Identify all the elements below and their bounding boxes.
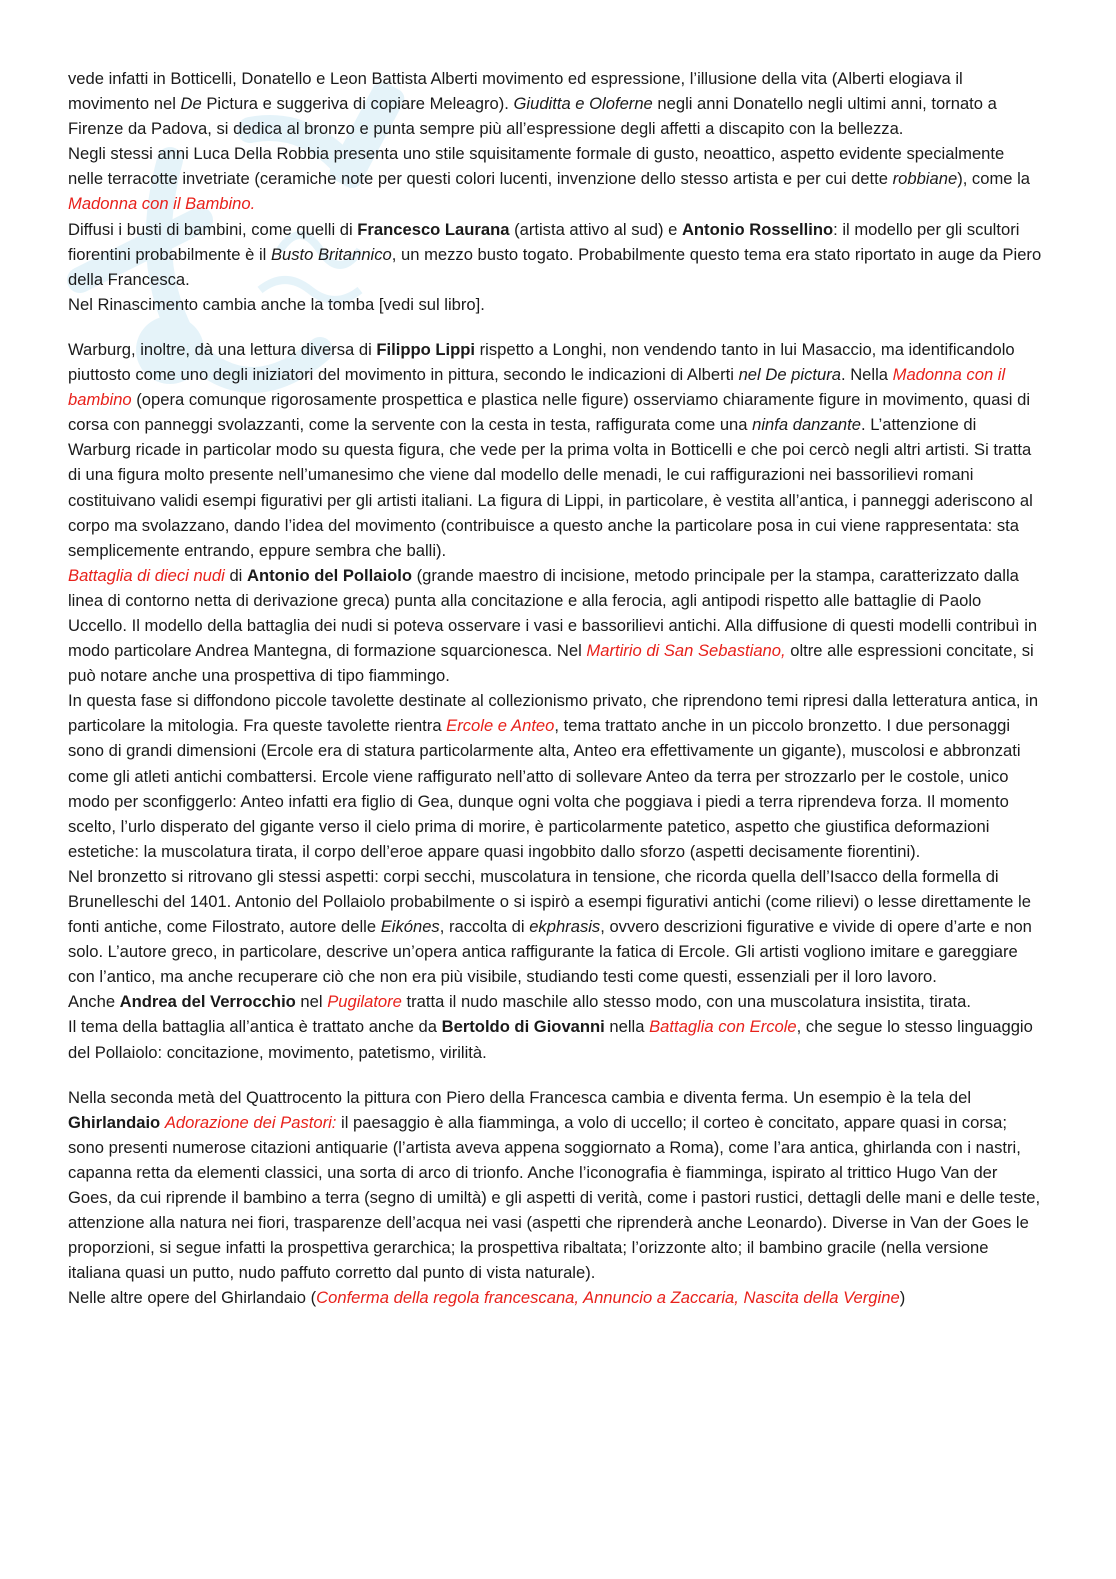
text-run: , un mezzo busto togato. Probabilmente questo tema era stato riportato in auge da Piero della Francesca. xyxy=(68,244,1042,289)
text-run: , ovvero descrizioni figurative e vivide di opere d’arte e non solo. L’autore greco, in particolare, descrive un’opera antica raffigurante la fatica di Ercole. Gli artisti vogliono imitare e gareggiare con l’antico, ma anche recuperare ciò che non era più visibile, studiando testi come questi, essenziali per il loro lavoro. xyxy=(68,917,1032,987)
text-run: Warburg, inoltre, dà una lettura diversa di xyxy=(68,339,377,359)
text-run: nella xyxy=(604,1017,650,1037)
paragraph xyxy=(68,864,1043,989)
text-run: nel xyxy=(295,992,328,1012)
artwork-title: Martirio di San Sebastiano, xyxy=(586,641,786,661)
paragraph xyxy=(68,337,1043,563)
text-run: Pictura e suggeriva di copiare Meleagro). xyxy=(201,94,514,114)
text-run: (artista attivo al sud) e xyxy=(509,219,682,239)
italic-term: robbiane xyxy=(892,169,958,189)
artist-name: Filippo Lippi xyxy=(376,339,475,359)
text-run: ), come la xyxy=(957,169,1031,189)
text-run: Negli stessi anni Luca Della Robbia presenta uno stile squisitamente formale di gusto, neoattico, aspetto evidente specialmente nelle terracotte invetriate (ceramiche note per questi colori lucenti, invenzione dello stesso artista e per cui dette xyxy=(68,144,1005,189)
text-run: : il modello per gli scultori fiorentini probabilmente è il xyxy=(68,219,1020,264)
artist-name: Andrea del Verrocchio xyxy=(119,992,296,1012)
text-run: Nelle altre opere del Ghirlandaio ( xyxy=(68,1288,317,1308)
paragraph xyxy=(68,217,1043,292)
text-run: tratta il nudo maschile allo stesso modo, con una muscolatura insistita, tirata. xyxy=(401,992,971,1012)
text-run: In questa fase si diffondono piccole tavolette destinate al collezionismo privato, che riprendono temi ripresi dalla letteratura antica, in particolare la mitologia. Fra queste tavolette rientra xyxy=(68,691,1039,736)
artwork-title: Ercole e Anteo xyxy=(446,716,555,736)
text-run: (grande maestro di incisione, metodo principale per la stampa, caratterizzato dalla linea di contorno netta di derivazione greca) punta alla concitazione e alla ferocia, agli antipodi rispetto alle battaglie di Paolo Uccello. Il modello della battaglia dei nudi si poteva osservare i vasi e bassorilievi antichi. Alla diffusione di questi modelli contribuì in modo particolare Andrea Mantegna, di formazione squarcionesca. Nel xyxy=(68,565,1038,661)
paragraph xyxy=(68,66,1043,141)
italic-term: De xyxy=(180,94,202,114)
text-run: Diffusi i busti di bambini, come quelli di xyxy=(68,219,358,239)
paragraph xyxy=(68,688,1043,864)
italic-term: Eikónes xyxy=(380,917,440,937)
text-run: (opera comunque rigorosamente prospettica e plastica nelle figure) osserviamo chiaramente figure in movimento, quasi di corsa con panneggi svolazzanti, come la servente con la cesta in testa, raffigurata come una xyxy=(68,390,1031,435)
artist-name: Antonio del Pollaiolo xyxy=(246,565,412,585)
text-run: negli anni Donatello negli ultimi anni, tornato a Firenze da Padova, si dedica al bronzo e punta sempre più all’espressione degli affetti a discapito con la bellezza. xyxy=(68,94,997,139)
text-run: il paesaggio è alla fiamminga, a volo di uccello; il corteo è concitato, appare quasi in corsa; sono presenti numerose citazioni antiquarie (l’artista aveva appena soggiornato a Roma), come l’ara antica, ghirlanda con i nastri, capanna retta da elementi classici, una sorta di arco di trionfo. Anche l’iconografia è fiamminga, ispirato al trittico Hugo Van der Goes, da cui riprende il bambino a terra (segno di umiltà) e gli aspetti di verità, come i pastori rustici, dettagli delle mani e delle teste, attenzione alla natura nei fiori, trasparenze dell’acqua nei vasi (aspetti che riprenderà anche Leonardo). Diverse in Van der Goes le proporzioni, si segue infatti la prospettiva gerarchica; la prospettiva ribaltata; l’orizzonte alto; il bambino gracile (nella versione italiana quasi un putto, nudo paffuto corretto dal punto di vista naturale). xyxy=(68,1112,1041,1283)
text-run: Il tema della battaglia all’antica è trattato anche da xyxy=(68,1017,442,1037)
paragraph xyxy=(68,563,1043,688)
artwork-title: Madonna con il Bambino. xyxy=(68,194,256,214)
text-run: ) xyxy=(899,1288,906,1308)
italic-term: Giuditta e Oloferne xyxy=(513,94,653,114)
text-run: vede infatti in Botticelli, Donatello e Leon Battista Alberti movimento ed espressione, l’illusione della vita (Alberti elogiava il movimento nel xyxy=(68,69,963,114)
text-run: Nel Rinascimento cambia anche la tomba [vedi sul libro]. xyxy=(68,294,485,314)
artwork-title: Adorazione dei Pastori: xyxy=(164,1112,337,1132)
italic-term: ekphrasis xyxy=(529,917,601,937)
artwork-title: Conferma della regola francescana, Annuncio a Zaccaria, Nascita della Vergine xyxy=(316,1288,900,1308)
artwork-title: Battaglia con Ercole xyxy=(649,1017,797,1037)
text-run: rispetto a Longhi, non vendendo tanto in lui Masaccio, ma identificandolo piuttosto come uno degli iniziatori del movimento in pittura, secondo le indicazioni di Alberti xyxy=(68,339,1015,385)
paragraph xyxy=(68,989,1043,1014)
text-run: , raccolta di xyxy=(439,917,530,937)
text-run: Nel bronzetto si ritrovano gli stessi aspetti: corpi secchi, muscolatura in tensione, che ricorda quella dell’Isacco della formella di Brunelleschi del 1401. Antonio del Pollaiolo probabilmente o si ispirò a esempi figurativi antichi (come rilievi) o lesse direttamente le fonti antiche, come Filostrato, autore delle xyxy=(68,866,1031,937)
artist-name: Ghirlandaio xyxy=(68,1112,161,1132)
artist-name: Bertoldo di Giovanni xyxy=(441,1017,605,1037)
paragraph xyxy=(68,1085,1043,1286)
paragraph xyxy=(68,141,1043,216)
artwork-title: Battaglia di dieci nudi xyxy=(68,565,225,585)
paragraph xyxy=(68,1014,1043,1064)
paragraph xyxy=(68,1285,1043,1310)
text-run: . Nella xyxy=(840,365,893,385)
paragraph-gap xyxy=(68,317,1043,337)
text-run: Nella seconda metà del Quattrocento la pittura con Piero della Francesca cambia e diventa ferma. Un esempio è la tela del xyxy=(68,1087,972,1107)
paragraph-gap xyxy=(68,1065,1043,1085)
artist-name: Antonio Rossellino xyxy=(681,219,834,239)
text-run: . L’attenzione di Warburg ricade in particolar modo su questa figura, che vede per la prima volta in Botticelli e che poi cercò negli altri artisti. Si tratta di una figura molto presente nell’umanesimo che viene dal modello delle menadi, le cui raffigurazioni nei bassorilievi romani costituivano validi esempi figurativi per gli artisti italiani. La figura di Lippi, in particolare, è vestita all’antica, i panneggi aderiscono al corpo ma svolazzano, dando l’idea del movimento (contribuisce a questo anche la particolare posa in cui viene rappresentata: sta semplicemente entrando, eppure sembra che balli). xyxy=(68,415,1033,560)
italic-term: ninfa danzante xyxy=(752,415,861,435)
text-run: Anche xyxy=(68,992,120,1012)
italic-term: nel De pictura xyxy=(738,365,841,385)
document-body xyxy=(68,66,1043,1311)
artwork-title: Pugilatore xyxy=(327,992,402,1012)
italic-term: Busto Britannico xyxy=(270,244,392,264)
artist-name: Francesco Laurana xyxy=(357,219,510,239)
text-run: di xyxy=(224,565,247,585)
text-run: oltre alle espressioni concitate, si può notare anche una prospettiva di tipo fiammingo. xyxy=(68,641,1034,686)
text-run: , tema trattato anche in un piccolo bronzetto. I due personaggi sono di grandi dimensioni (Ercole era di statura particolarmente alta, Anteo era effettivamente un gigante), muscolosi e abbronzati come gli atleti antichi combattersi. Ercole viene raffigurato nell’atto di sollevare Anteo da terra per strozzarlo per le costole, unico modo per sconfiggerlo: Anteo infatti era figlio di Gea, dunque ogni volta che poggiava i piedi a terra riprendeva forza. Il momento scelto, l’urlo disperato del gigante verso il cielo prima di morire, è particolarmente patetico, aspetto che giustifica deformazioni estetiche: la muscolatura tirata, il corpo dell’eroe appare quasi ingobbito dallo sforzo (aspetti decisamente fiorentini). xyxy=(68,716,1021,861)
artwork-title: Madonna con il bambino xyxy=(68,365,1006,410)
text-run: , che segue lo stesso linguaggio del Pollaiolo: concitazione, movimento, patetismo, virilità. xyxy=(68,1017,1033,1062)
paragraph xyxy=(68,292,1043,317)
